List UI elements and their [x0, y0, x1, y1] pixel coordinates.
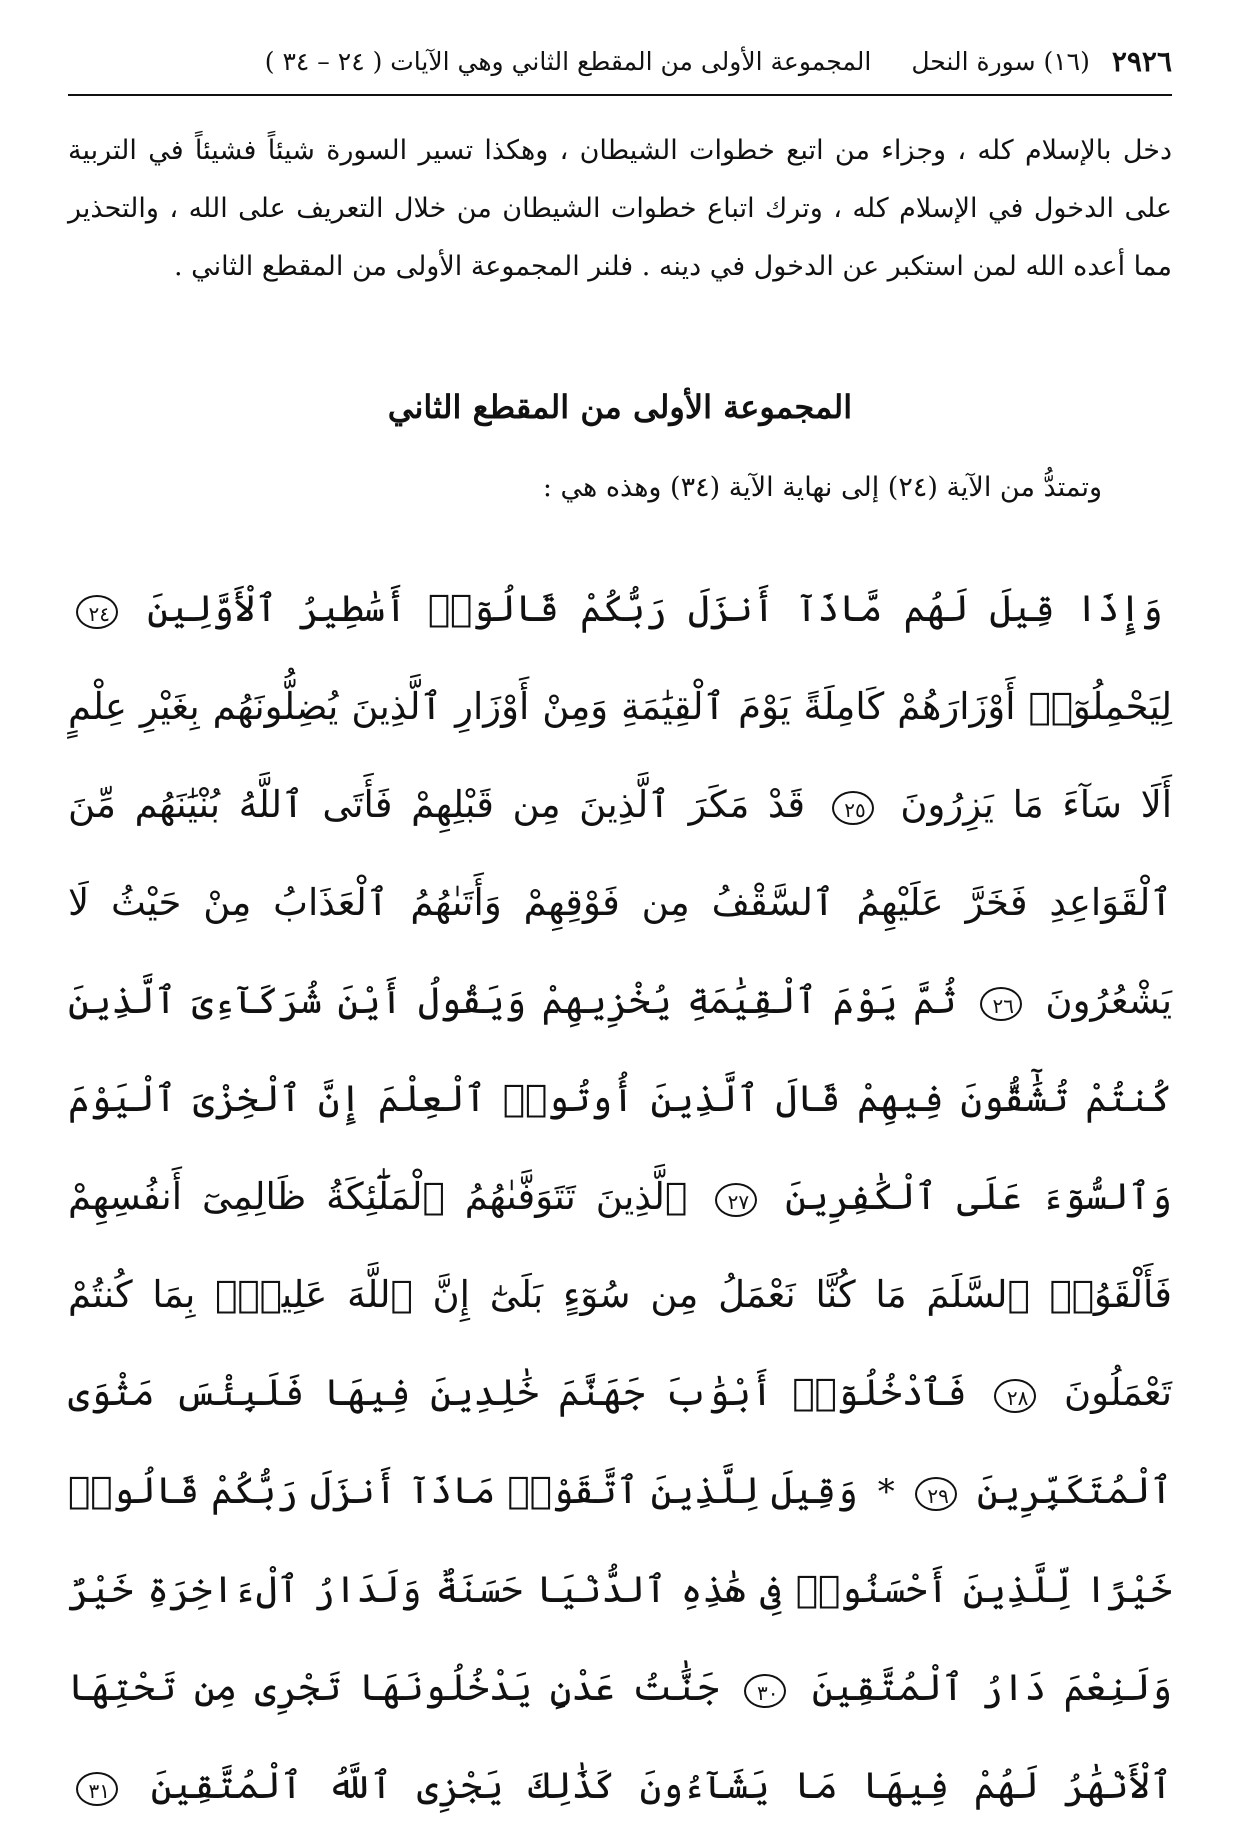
- verse-text: لِيَحْمِلُوٓا۟ أَوْزَارَهُمْ كَامِلَةً يَوْمَ ٱلْقِيَٰمَةِ وَمِنْ أَوْزَارِ ٱلَّذِينَ يُضِلُّونَهُم بِغَيْرِ عِلْمٍ أَلَا سَآءَ مَا يَزِرُونَ: [68, 685, 1172, 826]
- star-icon: *: [877, 1472, 895, 1512]
- verse-text: ٱلَّذِينَ تَتَوَفَّىٰهُمُ ٱلْمَلَٰٓئِكَةُ ظَالِمِىٓ أَنفُسِهِمْ فَأَلْقَوُا۟ ٱلسَّلَمَ مَا كُنَّا نَعْمَلُ مِن سُوٓءٍ بَلَىٰٓ إِنَّ ٱللَّهَ عَلِيمٌۢ بِمَا كُنتُمْ تَعْمَلُونَ: [68, 1175, 1173, 1414]
- surah-reference: (١٦) سورة النحل: [911, 46, 1090, 76]
- verse-text: وَإِذَا قِيلَ لَهُم مَّاذَآ أَنزَلَ رَبُّكُمْ قَالُوٓا۟ أَسَٰطِيرُ ٱلْأَوَّلِينَ: [147, 587, 1163, 630]
- page-number: ٢٩٢٦: [1111, 44, 1172, 78]
- intro-paragraph: دخل بالإسلام كله ، وجزاء من اتبع خطوات الشيطان ، وهكذا تسير السورة شيئاً فشيئاً في التربية على الدخول في الإسلام كله ، وترك اتباع خطوات الشيطان من خلال التعريف على الله ، والتحذير مما أعده الله لمن استكبر عن الدخول في دينه . فلنر المجموعة الأولى من المقطع الثاني .: [68, 135, 1172, 282]
- verse-text: جَنَّٰتُ عَدْنٍ يَدْخُلُونَهَا تَجْرِى مِن تَحْتِهَا ٱلْأَنْهَٰرُ لَهُمْ فِيهَا مَا يَشَآءُونَ كَذَٰلِكَ يَجْزِى ٱللَّهُ ٱلْمُتَّقِينَ: [68, 1666, 1172, 1807]
- section-title: المجموعة الأولى من المقطع الثاني: [387, 388, 853, 426]
- header-divider: [68, 94, 1172, 96]
- verse-text: فَٱدْخُلُوٓا۟ أَبْوَٰبَ جَهَنَّمَ خَٰلِدِينَ فِيهَا فَلَبِئْسَ مَثْوَى ٱلْمُتَكَبِّرِينَ: [68, 1371, 1173, 1512]
- verse-text: وَقِيلَ لِلَّذِينَ ٱتَّقَوْا۟ مَاذَآ أَنزَلَ رَبُّكُمْ قَالُوا۟ خَيْرًا لِّلَّذِينَ أَحْسَنُوا۟ فِى هَٰذِهِ ٱلدُّنْيَا حَسَنَةٌ وَلَدَارُ ٱلْءَاخِرَةِ خَيْرٌ وَلَنِعْمَ دَارُ ٱلْمُتَّقِينَ: [68, 1469, 1173, 1709]
- verse-text: ثُمَّ يَوْمَ ٱلْقِيَٰمَةِ يُخْزِيهِمْ وَيَقُولُ أَيْنَ شُرَكَآءِىَ ٱلَّذِينَ كُنتُمْ تُشَٰٓقُّونَ فِيهِمْ قَالَ ٱلَّذِينَ أُوتُوا۟ ٱلْعِلْمَ إِنَّ ٱلْخِزْىَ ٱلْيَوْمَ وَٱلسُّوٓءَ عَلَى ٱلْكَٰفِرِينَ: [68, 979, 1172, 1218]
- ayah-number-marker: ٢٥: [832, 791, 874, 825]
- ayah-number-marker: ٢٩: [915, 1477, 957, 1511]
- ayah-number-marker: ٢٦: [980, 987, 1022, 1021]
- running-header: [68, 36, 1172, 86]
- verse: [68, 587, 1163, 630]
- section-subtitle: وتمتدُّ من الآية (٢٤) إلى نهاية الآية (٣٤) وهذه هي :: [542, 472, 1102, 503]
- ayah-number-marker: ٢٤: [76, 595, 118, 629]
- ayah-number-marker: ٢٨: [994, 1379, 1036, 1413]
- verse-text: قَدْ مَكَرَ ٱلَّذِينَ مِن قَبْلِهِمْ فَأَتَى ٱللَّهُ بُنْيَٰنَهُم مِّنَ ٱلْقَوَاعِدِ فَخَرَّ عَلَيْهِمُ ٱلسَّقْفُ مِن فَوْقِهِمْ وَأَتَىٰهُمُ ٱلْعَذَابُ مِنْ حَيْثُ لَا يَشْعُرُونَ: [68, 783, 1172, 1022]
- verses-block: [68, 560, 1172, 1835]
- ayah-number-marker: ٣١: [76, 1772, 118, 1806]
- ayah-number-marker: ٣٠: [744, 1674, 786, 1708]
- group-reference: المجموعة الأولى من المقطع الثاني وهي الآيات ( ٢٤ – ٣٤ ): [264, 46, 872, 76]
- ayah-number-marker: ٢٧: [715, 1183, 757, 1217]
- page: [68, 30, 1173, 1807]
